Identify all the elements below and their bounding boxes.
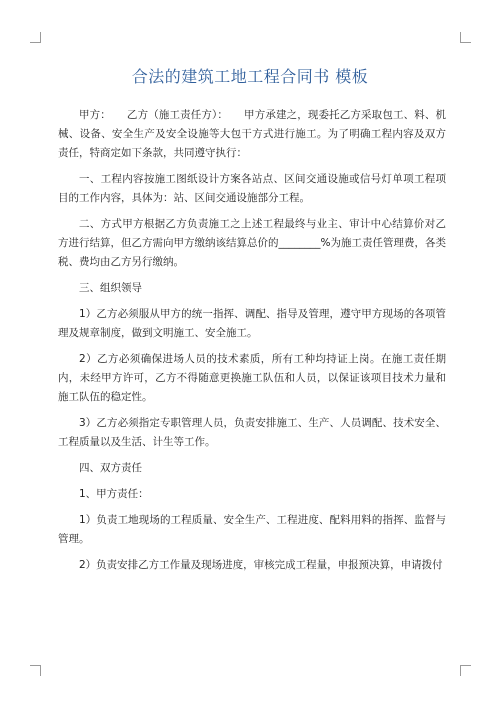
paragraph-4-1-1: 1）负责工地现场的工程质量、安全生产、工程进度、配料用料的指挥、监督与管理。 xyxy=(58,514,446,545)
paragraph-3-3: 3）乙方必须指定专职管理人员，负责安排施工、生产、人员调配、技术安全、工程质量以及生活、计生等工作。 xyxy=(58,417,446,448)
heading-section-4: 四、双方责任 xyxy=(79,462,142,474)
crop-mark-top-right xyxy=(460,32,471,43)
document-title: 合法的建筑工地工程合同书 模板 xyxy=(131,67,369,86)
paragraph-3-1: 1）乙方必须服从甲方的统一指挥、调配、指导及管理，遵守甲方现场的各项管理及规章制度，做到文明施工、安全施工。 xyxy=(58,308,446,339)
heading-section-3: 三、组织领导 xyxy=(79,282,142,294)
paragraph-section-1: 一、工程内容按施工图纸设计方案各站点、区间交通设施或信号灯单项工程项目的工作内容，具体为：站、区间交通设施部分工程。 xyxy=(58,173,446,204)
paragraph-3-2: 2）乙方必须确保进场人员的技术素质，所有工种均持证上岗。在施工责任期内，未经甲方许可，乙方不得随意更换施工队伍和人员，以保证该项目技术力量和施工队伍的稳定性。 xyxy=(58,353,446,403)
crop-mark-bottom-left xyxy=(30,665,41,676)
heading-party-a-duties: 1、甲方责任： xyxy=(79,488,149,500)
document-body xyxy=(58,106,446,582)
crop-mark-bottom-right xyxy=(460,665,471,676)
paragraph-4-1-2: 2）负责安排乙方工作量及现场进度，审核完成工程量，申报预决算，申请拨付 xyxy=(79,559,443,571)
paragraph-intro: 甲方： 乙方（施工责任方）： 甲方承建之，现委托乙方采取包工、料、机械、设备、安全生产及安全设施等大包干方式进行施工。为了明确工程内容及双方责任，特商定如下条款，共同遵守执行： xyxy=(58,109,446,159)
crop-mark-top-left xyxy=(30,32,41,43)
paragraph-section-2: 二、方式甲方根据乙方负责施工之上述工程最终与业主、审计中心结算价对乙方进行结算，但乙方需向甲方缴纳该结算总价的________%为施工责任管理费，各类税、费均由乙方另行缴纳。 xyxy=(58,218,446,268)
